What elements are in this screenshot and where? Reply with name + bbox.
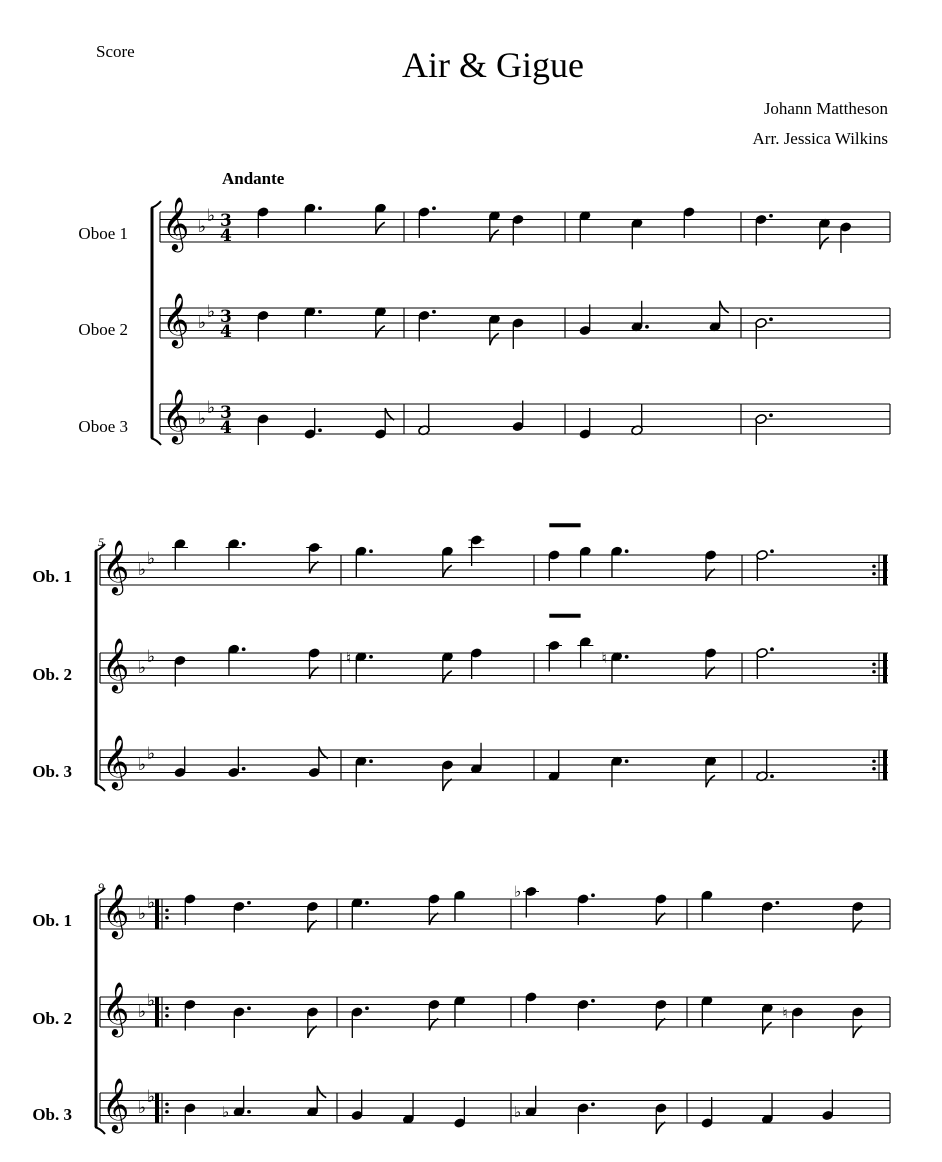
instrument-label: Ob. 3 [32,762,72,781]
instrument-label: Oboe 3 [78,417,128,436]
time-signature-bottom: 4 [220,226,232,246]
bracket-top-hook [151,201,161,208]
eighth-flag [820,237,829,249]
repeat-dot [872,564,876,568]
key-signature-flat: ♭ [147,892,156,913]
measure-number: 5 [98,535,104,549]
repeat-dot [872,767,876,771]
duration-dot [645,325,649,329]
eighth-flag [309,562,318,574]
time-signature-top: 3 [220,307,232,327]
treble-clef: 𝄞 [102,981,130,1035]
duration-dot [365,901,369,905]
treble-clef: 𝄞 [162,292,190,346]
key-signature-flat: ♭ [147,548,156,569]
duration-dot [242,542,246,546]
eighth-flag [376,222,385,234]
flat-accidental: ♭ [514,882,522,901]
instrument-label: Ob. 1 [32,567,72,586]
eighth-flag [490,333,499,345]
eighth-flag [853,921,862,933]
duration-dot [591,893,595,897]
key-signature-flat: ♭ [207,205,216,226]
piece-title: Air & Gigue [402,45,584,85]
key-signature-flat: ♭ [147,743,156,764]
eighth-flag [429,1019,438,1031]
instrument-label: Oboe 1 [78,224,128,243]
key-signature-flat: ♭ [147,646,156,667]
duration-dot [369,759,373,763]
repeat-dot [165,908,169,912]
eighth-flag [720,301,729,313]
duration-dot [247,1110,251,1114]
eighth-flag [429,913,438,925]
repeat-dot [165,916,169,920]
key-signature-flat: ♭ [207,397,216,418]
duration-dot [318,428,322,432]
duration-dot [770,549,774,553]
duration-dot [432,206,436,210]
eighth-flag [853,1026,862,1038]
duration-dot [769,317,773,321]
treble-clef: 𝄞 [162,388,190,442]
flat-accidental: ♭ [222,1102,230,1121]
natural-accidental: ♮ [782,1004,788,1022]
eighth-flag [706,667,715,679]
duration-dot [369,549,373,553]
tempo-marking: Andante [222,169,285,188]
duration-dot [247,1006,251,1010]
eighth-flag [309,667,318,679]
eighth-flag [656,913,665,925]
treble-clef: 𝄞 [162,196,190,250]
duration-dot [625,549,629,553]
eighth-flag [443,565,452,577]
key-signature-flat: ♭ [198,409,207,429]
instrument-label: Oboe 2 [78,320,128,339]
eighth-flag [656,1019,665,1031]
eighth-flag [317,1086,326,1098]
duration-dot [625,655,629,659]
duration-dot [591,999,595,1003]
composer-credit: Johann Mattheson [763,99,888,118]
eighth-flag [656,1122,665,1134]
repeat-dot [872,662,876,666]
duration-dot [369,655,373,659]
duration-dot [247,901,251,905]
eighth-flag [443,779,452,791]
key-signature-flat: ♭ [138,658,147,678]
time-signature-bottom: 4 [220,418,232,438]
treble-clef: 𝄞 [102,539,130,593]
treble-clef: 𝄞 [102,734,130,788]
treble-clef: 𝄞 [102,637,130,691]
key-signature-flat: ♭ [138,560,147,580]
eighth-flag [308,1026,317,1038]
repeat-dot [165,1102,169,1106]
duration-dot [770,774,774,778]
key-signature-flat: ♭ [138,1098,147,1118]
repeat-dot [872,759,876,763]
duration-dot [432,310,436,314]
duration-dot [318,206,322,210]
duration-dot [625,759,629,763]
key-signature-flat: ♭ [147,990,156,1011]
natural-accidental: ♮ [601,648,608,667]
treble-clef: 𝄞 [102,1077,130,1131]
key-signature-flat: ♭ [198,313,207,333]
duration-dot [242,767,246,771]
key-signature-flat: ♭ [147,1086,156,1107]
key-signature-flat: ♭ [198,217,207,237]
duration-dot [318,310,322,314]
duration-dot [242,647,246,651]
eighth-flag [443,671,452,683]
treble-clef: 𝄞 [102,883,130,937]
repeat-dot [165,1006,169,1010]
eighth-flag [376,326,385,338]
repeat-dot [872,670,876,674]
key-signature-flat: ♭ [138,904,147,924]
instrument-label: Ob. 3 [32,1105,72,1124]
duration-dot [769,413,773,417]
duration-dot [365,1006,369,1010]
eighth-flag [706,775,715,787]
instrument-label: Ob. 1 [32,911,72,930]
eighth-flag [385,408,394,420]
duration-dot [770,647,774,651]
duration-dot [775,901,779,905]
eighth-flag [308,921,317,933]
duration-dot [591,1102,595,1106]
flat-accidental: ♭ [514,1102,522,1121]
repeat-dot [872,572,876,576]
repeat-dot [165,1014,169,1018]
bracket-bottom-hook [151,438,161,445]
key-signature-flat: ♭ [138,755,147,775]
duration-dot [769,214,773,218]
key-signature-flat: ♭ [138,1002,147,1022]
eighth-flag [319,747,328,759]
eighth-flag [706,569,715,581]
natural-accidental: ♮ [346,648,352,667]
key-signature-flat: ♭ [207,301,216,322]
arranger-credit: Arr. Jessica Wilkins [752,129,888,148]
instrument-label: Ob. 2 [32,1009,72,1028]
measure-number: 9 [98,880,104,894]
instrument-label: Ob. 2 [32,665,72,684]
score-label: Score [96,42,135,61]
eighth-flag [490,230,499,242]
time-signature-top: 3 [220,403,232,423]
eighth-flag [763,1022,772,1034]
time-signature-bottom: 4 [220,322,232,342]
repeat-dot [165,1110,169,1114]
time-signature-top: 3 [220,211,232,231]
